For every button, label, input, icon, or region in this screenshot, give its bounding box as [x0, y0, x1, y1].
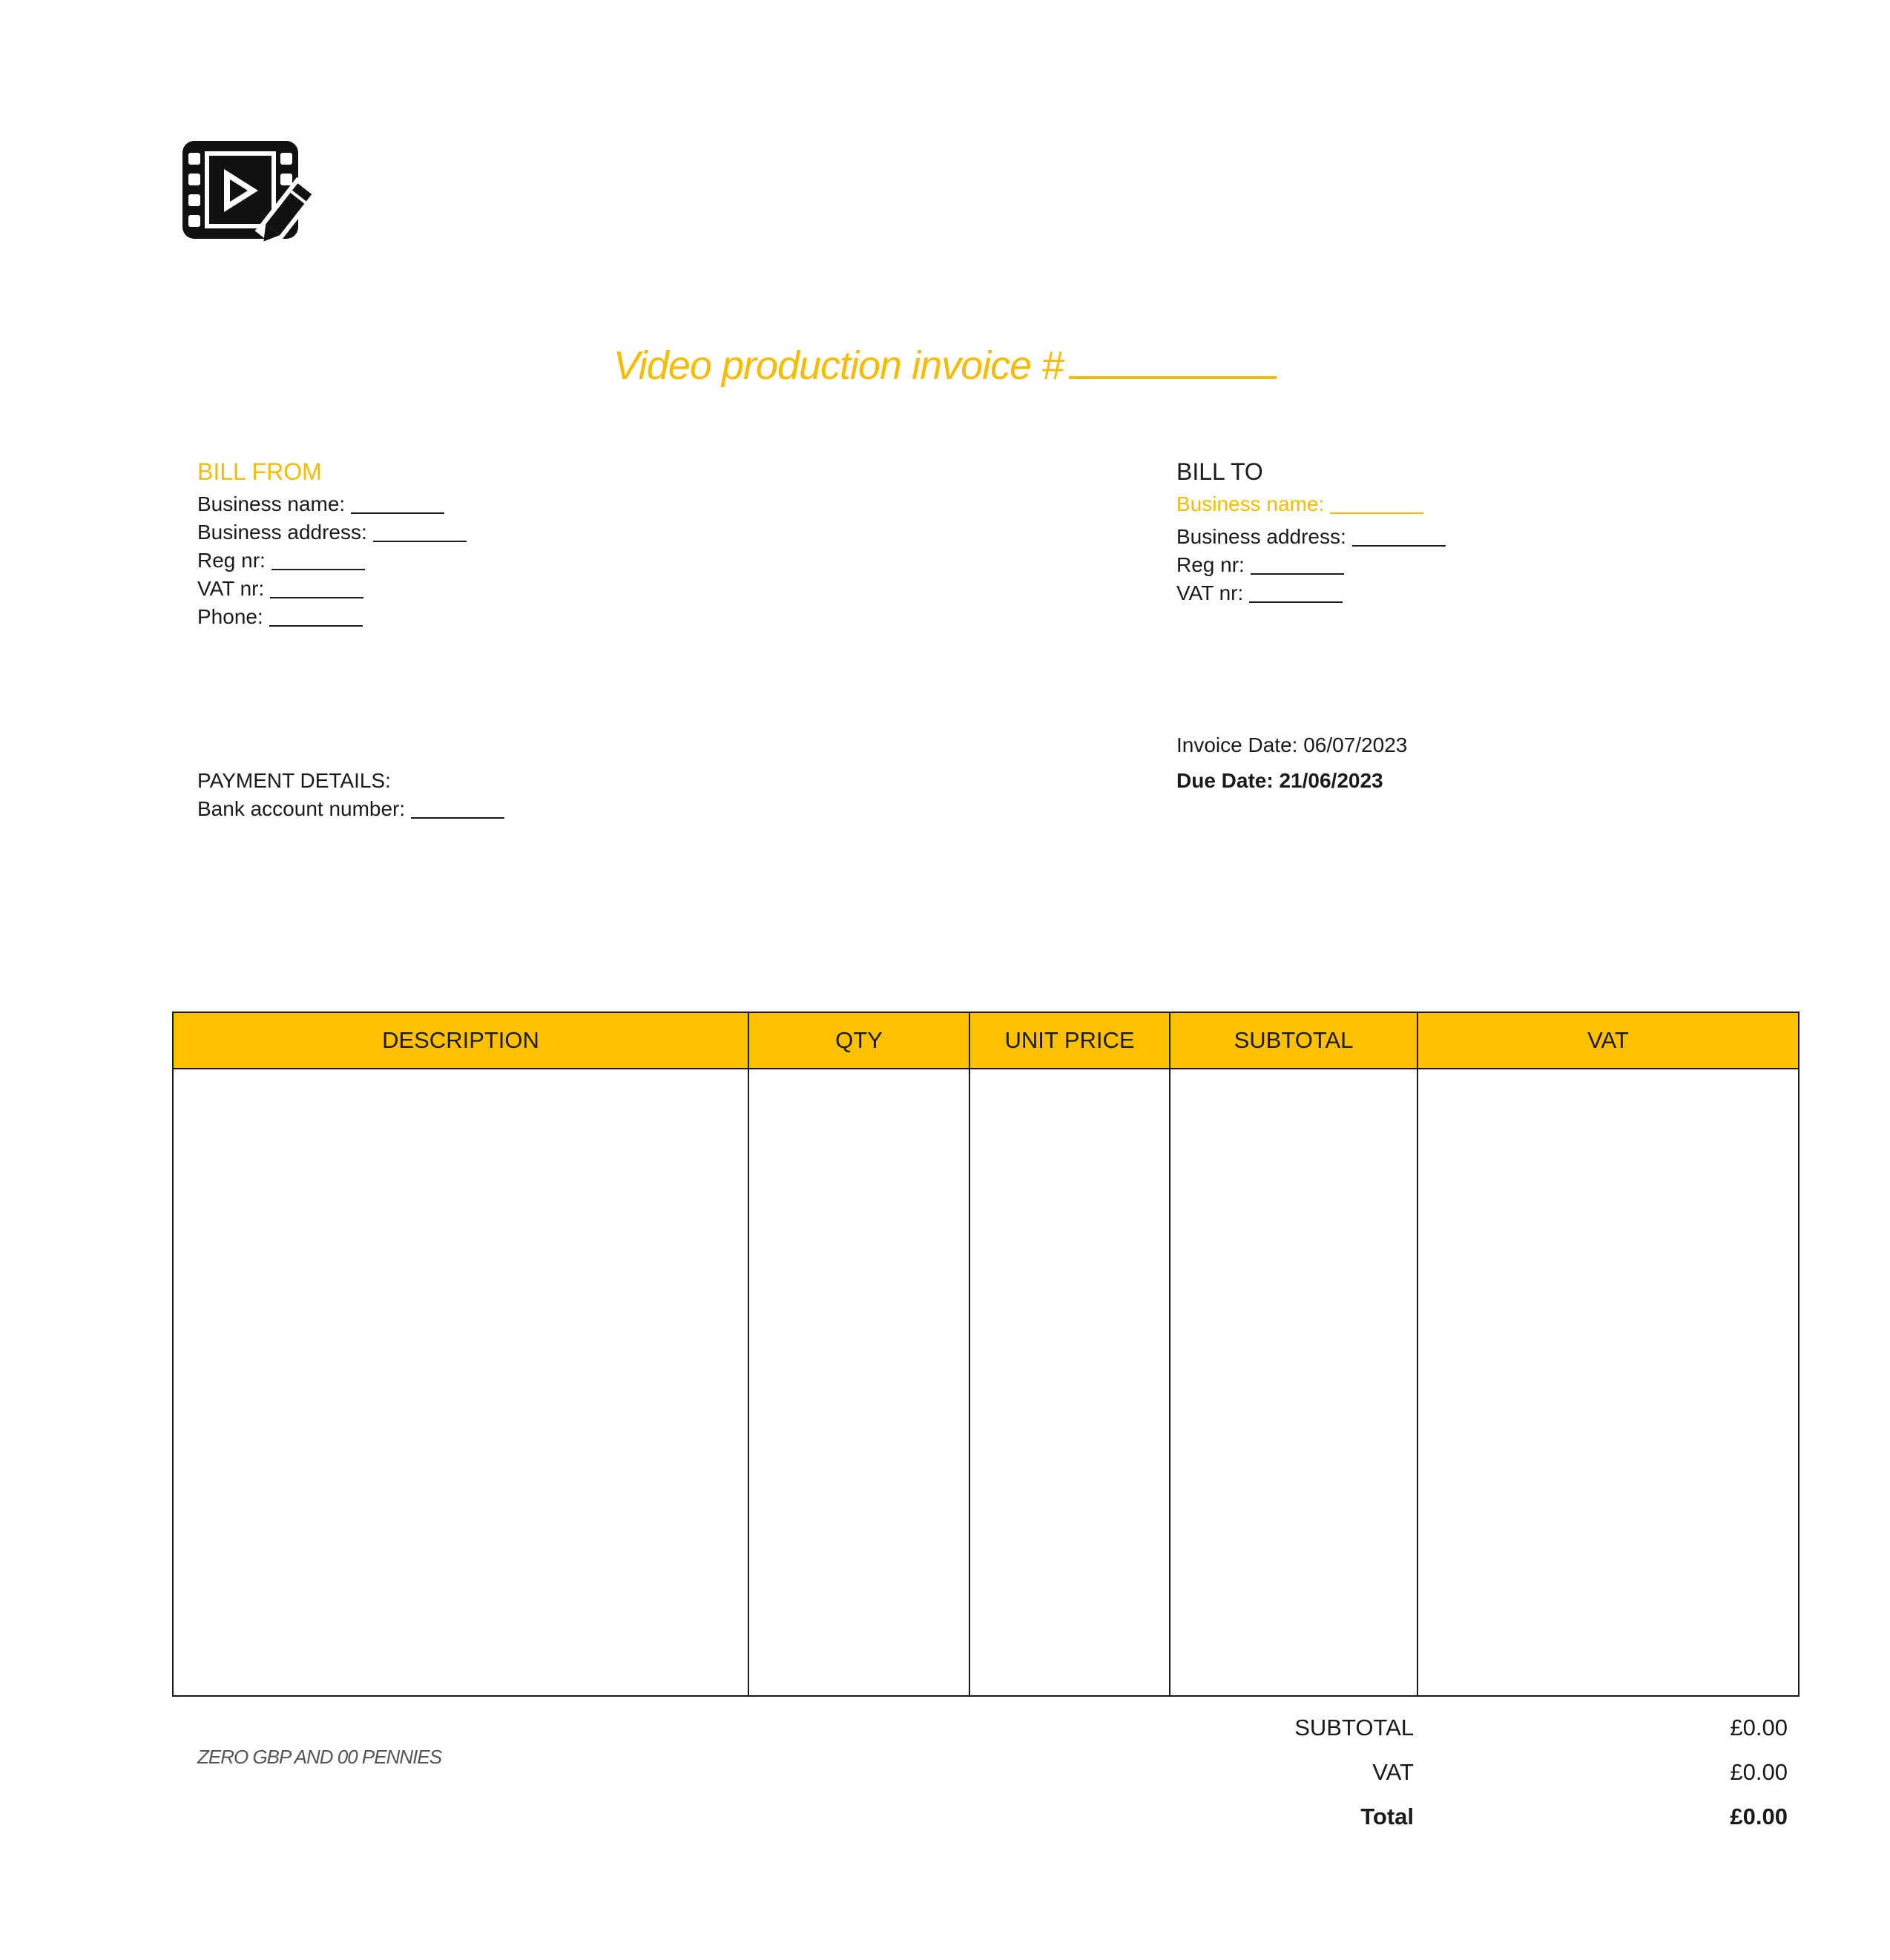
- bill-from-phone: Phone:: [197, 603, 467, 631]
- blank-field[interactable]: [1352, 545, 1446, 547]
- vat-cell[interactable]: [1418, 1069, 1799, 1696]
- blank-field[interactable]: [271, 569, 365, 570]
- blank-field[interactable]: [269, 625, 363, 627]
- column-header-unit-price: UNIT PRICE: [969, 1012, 1170, 1069]
- bill-from-business-name: Business name:: [197, 490, 467, 518]
- total-value: £0.00: [1730, 1804, 1788, 1829]
- column-header-subtotal: SUBTOTAL: [1170, 1012, 1418, 1069]
- bill-from-reg-nr: Reg nr:: [197, 547, 467, 575]
- subtotal-value: £0.00: [1730, 1715, 1788, 1740]
- bill-from-section: [197, 458, 467, 631]
- bill-to-business-address: Business address:: [1176, 523, 1446, 551]
- due-date: Due Date: 21/06/2023: [1176, 769, 1383, 792]
- totals-summary: [1187, 1706, 1788, 1839]
- invoice-title-text: Video production invoice #: [613, 343, 1064, 388]
- blank-field[interactable]: [1249, 601, 1343, 603]
- unit-price-cell[interactable]: [969, 1069, 1170, 1696]
- description-cell[interactable]: [173, 1069, 748, 1696]
- bill-from-business-address: Business address:: [197, 518, 467, 547]
- invoice-date: Invoice Date: 06/07/2023: [1176, 733, 1408, 756]
- blank-field[interactable]: [411, 817, 504, 819]
- vat-row: [1187, 1750, 1788, 1795]
- vat-value: £0.00: [1730, 1759, 1788, 1785]
- subtotal-label: SUBTOTAL: [1294, 1715, 1414, 1740]
- bill-from-vat-nr: VAT nr:: [197, 575, 467, 603]
- blank-field[interactable]: [1330, 512, 1423, 514]
- total-row: [1187, 1795, 1788, 1839]
- table-header-row: [173, 1012, 1799, 1069]
- total-label: Total: [1360, 1804, 1414, 1829]
- line-items-table: [172, 1012, 1800, 1697]
- bank-account-number: Bank account number:: [197, 795, 504, 823]
- bill-to-heading: BILL TO: [1176, 458, 1263, 485]
- video-edit-icon: [178, 136, 312, 252]
- bill-to-reg-nr: Reg nr:: [1176, 551, 1446, 579]
- vat-label: VAT: [1372, 1759, 1414, 1785]
- subtotal-row: [1187, 1706, 1788, 1750]
- blank-field[interactable]: [351, 512, 444, 514]
- column-header-qty: QTY: [748, 1012, 969, 1069]
- qty-cell[interactable]: [748, 1069, 969, 1696]
- bill-to-section: [1176, 458, 1446, 607]
- blank-field[interactable]: [270, 597, 363, 598]
- column-header-description: DESCRIPTION: [173, 1012, 748, 1069]
- bill-to-business-name: Business name:: [1176, 490, 1446, 518]
- payment-heading: PAYMENT DETAILS:: [197, 769, 391, 792]
- invoice-title: [0, 343, 1890, 389]
- bill-from-heading: BILL FROM: [197, 458, 322, 485]
- invoice-number-blank[interactable]: [1069, 343, 1277, 379]
- column-header-vat: VAT: [1418, 1012, 1799, 1069]
- blank-field[interactable]: [373, 541, 467, 542]
- invoice-dates: [1176, 731, 1407, 795]
- bill-to-vat-nr: VAT nr:: [1176, 579, 1446, 607]
- amount-in-words: ZERO GBP AND 00 PENNIES: [197, 1746, 442, 1768]
- blank-field[interactable]: [1251, 573, 1344, 575]
- payment-details: [197, 767, 504, 823]
- table-row: [173, 1069, 1799, 1696]
- subtotal-cell[interactable]: [1170, 1069, 1418, 1696]
